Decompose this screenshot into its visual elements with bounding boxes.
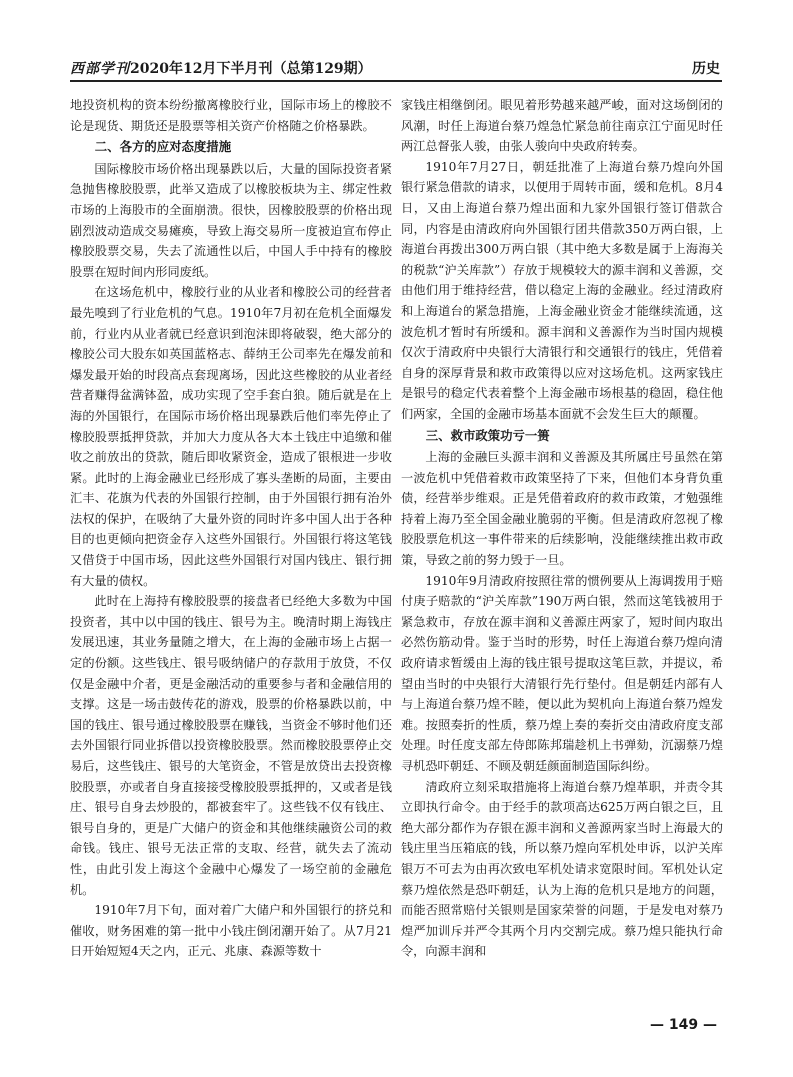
page-header — [70, 52, 722, 82]
paragraph: 上海的金融巨头源丰润和义善源及其所属庄号虽然在第一波危机中凭借着救市政策坚持了下来，但他们本身背负重债，经营举步维艰。正是凭借着政府的救市政策，才勉强维持着上海乃至全国金融业脆弱的平衡。但是清政府忽视了橡胶股票危机这一事件带来的后续影响，没能继续推出救市政策，导致之前的努力毁于一旦。 — [401, 450, 723, 568]
journal-masthead — [70, 58, 372, 78]
page-number: — 149 — — [650, 1017, 717, 1033]
right-column — [401, 95, 723, 962]
paragraph: 1910年7月下旬，面对着广大储户和外国银行的挤兑和催收，财务困难的第一批中小钱庄倒闭潮开始了。从7月21日开始短短4天之内，正元、兆康、森源等数十 — [70, 903, 392, 959]
paragraph: 家钱庄相继倒闭。眼见着形势越来越严峻，面对这场倒闭的风潮，时任上海道台蔡乃煌急忙紧急前往南京江宁面见时任两江总督张人骏，由张人骏向中央政府转奏。 — [401, 98, 723, 154]
journal-name: 西部学刊 — [70, 61, 130, 77]
paragraph: 1910年9月清政府按照往常的惯例要从上海调拨用于赔付庚子赔款的“沪关库款”190万两白银，然而这笔钱被用于紧急救市，存放在源丰润和义善源庄两家了，短时间内取出必然伤筋动骨。鉴于当时的形势，时任上海道台蔡乃煌向清政府请求暂缓由上海的钱庄银号提取这笔巨款，并提议，希望由当时的中央银行大清银行先行垫付。但是朝廷内部有人与上海道台蔡乃煌不睦，便以此为契机向上海道台蔡乃煌发难。按照奏折的性质，蔡乃煌上奏的奏折交由清政府度支部处理。时任度支部左侍郎陈邦瑞趁机上书弹劾，沉溺蔡乃煌寻机恐吓朝廷、不顾及朝廷颜面制造国际纠纷。 — [401, 573, 723, 773]
section-heading: 三、救市政策功亏一篑 — [425, 427, 550, 443]
paragraph: 国际橡胶市场价格出现暴跌以后，大量的国际投资者紧急抛售橡胶股票，此举又造成了以橡胶板块为主、绑定性救市场的上海股市的全面崩溃。很快，因橡胶股票的价格出现剧烈波动造成交易瘫痪，导致上海交易所一度被迫宣布停止橡胶股票交易，失去了流通性以后，中国人手中持有的橡胶股票在短时间内形同废纸。 — [70, 161, 392, 279]
paragraph: 清政府立刻采取措施将上海道台蔡乃煌革职，并责令其立即执行命令。由于经手的款项高达625万两白银之巨，且绝大部分都作为存银在源丰润和义善源两家当时上海最大的钱庄里当压箱底的钱，所以蔡乃煌向军机处申诉，以沪关库银万不可去为由再次致电军机处请求宽限时间。军机处认定蔡乃煌依然是恐吓朝廷，认为上海的危机只是地方的问题，而能否照常赔付关银则是国家荣誉的问题，于是发电对蔡乃煌严加训斥并严令其两个月内交割完成。蔡乃煌只能执行命令，向源丰润和 — [401, 779, 723, 959]
section-heading: 二、各方的应对态度措施 — [94, 139, 232, 155]
left-column — [70, 95, 392, 962]
section-label: 历史 — [692, 61, 720, 77]
paragraph: 此时在上海持有橡胶股票的接盘者已经绝大多数为中国投资者，其中以中国的钱庄、银号为主。晚清时期上海钱庄发展迅速，其业务量随之增大，在上海的金融市场上占据一定的份额。这些钱庄、银号吸纳储户的存款用于放贷，不仅仅是金融中介者，更是金融活动的重要参与者和金融信用的支撑。这是一场击鼓传花的游戏，股票的价格暴跌以前，中国的钱庄、银号通过橡胶股票在赚钱，当资金不够时他们还去外国银行同业拆借以投资橡胶股票。然而橡胶股票停止交易后，这些钱庄、银号的大笔资金，不管是放贷出去投资橡胶股票，亦或者自身直接接受橡胶股票抵押的，又或者是钱庄、银号自身去炒股的，都被套牢了。这些钱不仅有钱庄、银号自身的，更是广大储户的资金和其他继续融资公司的救命钱。钱庄、银号无法正常的支取、经营，就失去了流动性，由此引发上海这个金融中心爆发了一场空前的金融危机。 — [70, 594, 392, 897]
paragraph: 在这场危机中，橡胶行业的从业者和橡胶公司的经营者最先嗅到了行业危机的气息。1910年7月初在危机全面爆发前，行业内从业者就已经意识到泡沫即将破裂，绝大部分的橡胶公司大股东如英国蓝格志、薛纳王公司率先在爆发前和爆发最开始的时段高点套现离场，因此这些橡胶的从业者经营者赚得盆满钵盈，成功实现了空手套白狼。随后就是在上海的外国银行，在国际市场价格出现暴跌后他们率先停止了橡胶股票抵押贷款，并加大力度从各大本土钱庄中追缴和催收之前放出的贷款，随后即收紧资金，造成了银根进一步收紧。此时的上海金融业已经形成了寡头垄断的局面，主要由汇丰、花旗为代表的外国银行控制，由于外国银行拥有治外法权的保护，在吸纳了大量外资的同时许多中国人出于各种目的也更倾向把资金存入这些外国银行。外国银行将这笔钱又借贷于中国市场，因此这些外国银行对国内钱庄、银行拥有大量的债权。 — [70, 285, 392, 588]
paragraph: 地投资机构的资本纷纷撤离橡胶行业，国际市场上的橡胶不论是现货、期货还是股票等相关资产价格随之价格暴跌。 — [70, 98, 392, 133]
issue-info: 2020年12月下半月刊（总第129期） — [130, 61, 372, 77]
paragraph: 1910年7月27日，朝廷批准了上海道台蔡乃煌向外国银行紧急借款的请求，以便用于周转市面，缓和危机。8月4日，又由上海道台蔡乃煌出面和九家外国银行签订借款合同，内容是由清政府向外国银行团共借款350万两白银，上海道台再拨出300万两白银（其中绝大多数是属于上海海关的税款“沪关库款”）存放于规模较大的源丰润和义善源，交由他们用于维持经营，借以稳定上海的金融业。经过清政府和上海道台的紧急措施，上海金融业资金才能继续流通，这波危机才暂时有所缓和。源丰润和义善源作为当时国内规模仅次于清政府中央银行大清银行和交通银行的钱庄，凭借着自身的深厚背景和救市政策得以应对这场危机。这两家钱庄是银号的稳定代表着整个上海金融市场根基的稳固，稳住他们两家，全国的金融市场基本面就不会发生巨大的颠覆。 — [401, 159, 723, 421]
